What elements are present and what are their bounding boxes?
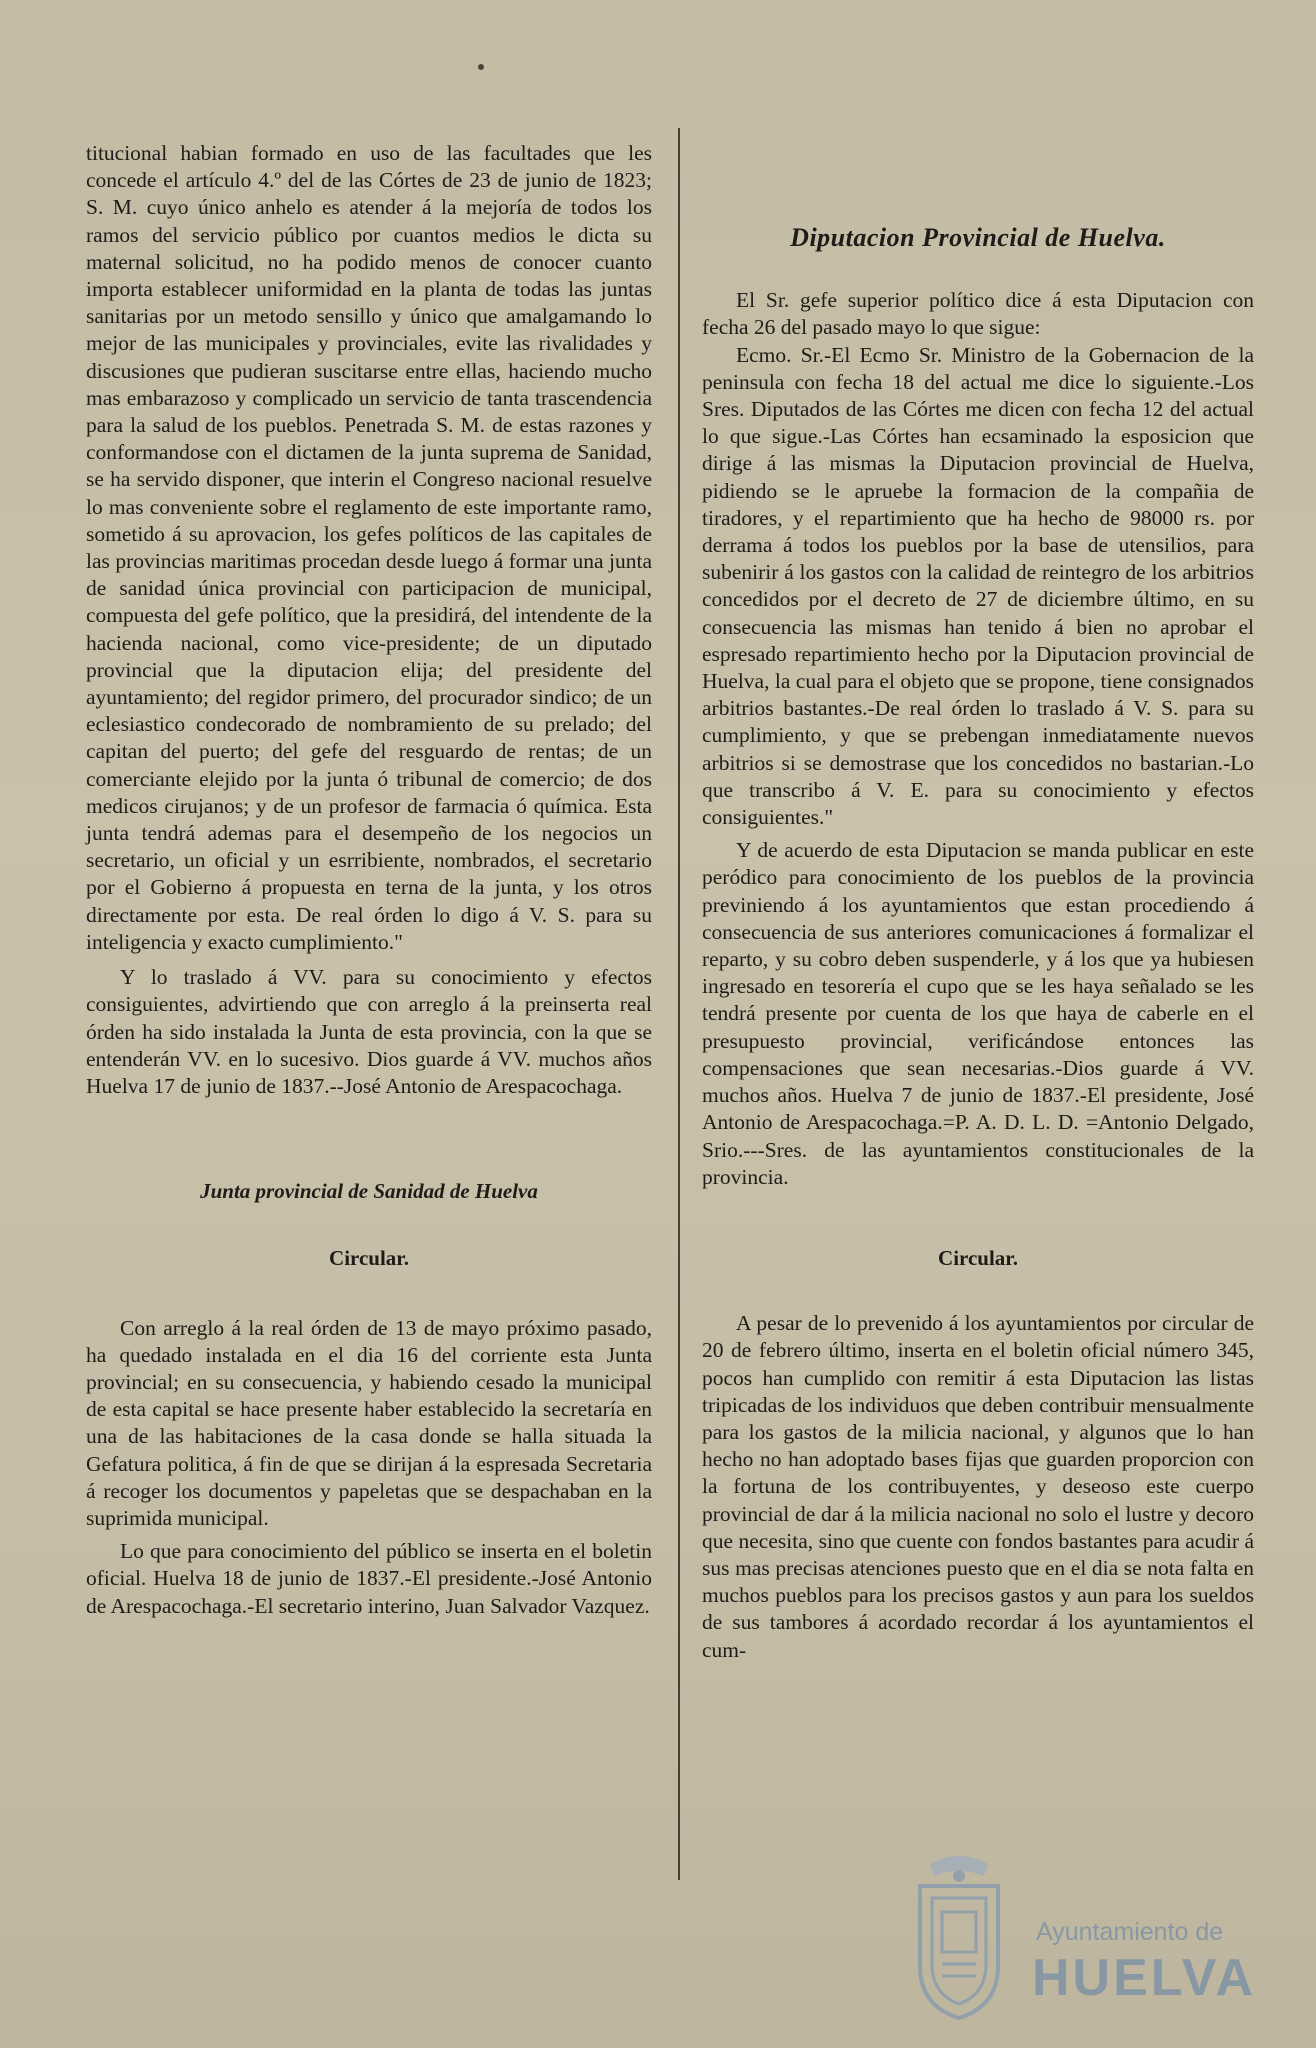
left-paragraph-1: titucional habian formado en uso de las facultades que les concede el artículo 4.º del de las Córtes de 23 de junio de 1823; S. M. cuyo único anhelo es atender á la mejoría de todos los ramos del servicio público por cuantos medios le dicta su maternal solicitud, no ha podido menos de conocer cuanto importa establecer uniformidad en la planta de todas las juntas sanitarias por un metodo sensillo y único que amalgamando lo mejor de las municipales y provinciales, evite las rivalidades y discusiones que pudieran suscitarse entre ellas, haciendo mucho mas embarazoso y complicado un servicio de tanta trascendencia para la salud de los pueblos. Penetrada S. M. de estas razones y conformandose con el dictamen de la junta suprema de Sanidad, se ha servido disponer, que interin el Congreso nacional resuelve lo mas conveniente sobre el reglamento de este importante ramo, sometido á su aprovacion, los gefes políticos de las capitales de las provincias maritimas procedan desde luego á formar una junta de sanidad única provincial con participacion de municipal, compuesta del gefe político, que la presidirá, del intendente de la hacienda nacional, como vice-presidente; de un diputado provincial que la diputacion elija; del presidente del ayuntamiento; del regidor primero, del procurador sindico; de un eclesiastico condecorado de nombramiento de su prelado; del capitan del puerto; del gefe del resguardo de rentas; de un comerciante elejido por la junta ó tribunal de comercio; de dos medicos cirujanos; y de un profesor de farmacia ó química. Esta junta tendrá ademas para el desempeño de los negocios un secretario, un oficial y un esrribiente, nombrados, el secretario por el Gobierno á propuesta en terna de la junta, y los otros directamente por esta. De real órden lo digo á V. S. para su inteligencia y exacto cumplimiento.": [86, 141, 652, 954]
right-circular-label: Circular.: [938, 1245, 1018, 1270]
left-column: [86, 140, 652, 1620]
watermark-line-2: HUELVA: [1032, 1949, 1257, 2007]
left-section-title: Junta provincial de Sanidad de Huelva: [200, 1179, 538, 1204]
left-paragraph-2: Y lo traslado á VV. para su conocimiento y efectos consiguientes, advirtiendo que con arreglo á la preinserta real órden ha sido instalada la Junta de esta provincia, con la que se entenderán VV. en lo sucesivo. Dios guarde á VV. muchos años Huelva 17 de junio de 1837.--José Antonio de Arespacochaga.: [86, 965, 652, 1098]
left-circular-label: Circular.: [329, 1246, 409, 1271]
print-mark: [478, 64, 484, 70]
right-section-title: Diputacion Provincial de Huelva.: [790, 223, 1166, 252]
watermark-line-1: Ayuntamiento de: [1036, 1918, 1224, 1946]
left-paragraph-3: Con arreglo á la real órden de 13 de mayo próximo pasado, ha quedado instalada en el dia 16 del corriente esta Junta provincial; en su consecuencia, y habiendo cesado la municipal de esta capital se hace presente haber establecido la secretaría en una de las habitaciones de la casa donde se halla situada la Gefatura politica, á fin de que se dirijan á la espresada Secretaria á recoger los documentos y papeletas que se despachaban en la suprimida municipal.: [86, 1315, 652, 1530]
ayuntamiento-huelva-watermark: [890, 1830, 1257, 2030]
column-divider: [678, 128, 680, 1880]
right-paragraph-3: Y de acuerdo de esta Diputacion se manda publicar en este peródico para conocimiento de los pueblos de la provincia previniendo á los ayuntamientos que estan procediendo á consecuencia de sus anteriores comunicaciones á formalizar el reparto, y su cobro deben suspenderle, y á los que ya hubiesen ingresado en tesorería el cupo que se les haya señalado se les tendrá presente por cuenta de los que haya de caberle en el presupuesto provincial, verificándose entonces las compensaciones que sean necesarias.-Dios guarde á VV. muchos años. Huelva 7 de junio de 1837.-El presidente, José Antonio de Arespacochaga.=P. A. D. L. D. =Antonio Delgado, Srio.---Sres. de las ayuntamientos constitucionales de la provincia.: [702, 838, 1254, 1189]
huelva-crest-icon: [900, 1846, 1018, 2022]
right-column-continuation-space: [702, 124, 1254, 224]
right-paragraph-2: Ecmo. Sr.-El Ecmo Sr. Ministro de la Gobernacion de la peninsula con fecha 18 del actual me dice lo siguiente.-Los Sres. Diputados de las Córtes me dicen con fecha 12 del actual lo que sigue.-Las Córtes han ecsaminado la esposicion que dirige á las mismas la Diputacion provincial de Huelva, pidiendo se le apruebe la formacion de la compañia de tiradores, y el repartimiento que ha hecho de 98000 rs. por derrama á todos los pueblos por la base de utensilios, para subenirir á los gastos con la calidad de reintegro de los arbitrios concedidos por el decreto de 27 de diciembre último, en su consecuencia las mismas han tenido á bien no aprobar el espresado repartimiento hecho por la Diputacion provincial de Huelva, la cual para el objeto que se propone, tiene consignados arbitrios bastantes.-De real órden lo traslado á V. S. para su cumplimiento, y que se prebengan inmediatamente nuevos arbitrios si se demostrase que los concedidos no bastarian.-Lo que transcribo á V. E. para su conocimiento y efectos consiguientes.": [702, 342, 1254, 830]
right-column: [702, 124, 1254, 1664]
left-paragraph-4: Lo que para conocimiento del público se inserta en el boletin oficial. Huelva 18 de junio de 1837.-El presidente.-José Antonio de Arespacochaga.-El secretario interino, Juan Salvador Vazquez.: [86, 1539, 652, 1618]
right-paragraph-1: El Sr. gefe superior político dice á esta Diputacion con fecha 26 del pasado mayo lo que sigue:: [702, 288, 1254, 340]
right-paragraph-4: A pesar de lo prevenido á los ayuntamientos por circular de 20 de febrero último, inserta en el boletin oficial número 345, pocos han cumplido con remitir á esta Diputacion las listas tripicadas de los individuos que deben contribuir mensualmente para los gastos de la milicia nacional, y algunos que lo han hecho no han adoptado bases fijas que guarden proporcion con la fortuna de los contribuyentes, y deseoso este cuerpo provincial de dar á la milicia nacional no solo el lustre y decoro que necesita, sino que cuente con fondos bastantes para acudir á sus mas precisas atenciones puesto que en el dia se nota falta en muchos pueblos para los precisos gastos y aun para los sueldos de sus tambores á acordado recordar á los ayuntamientos el cum-: [702, 1311, 1254, 1662]
